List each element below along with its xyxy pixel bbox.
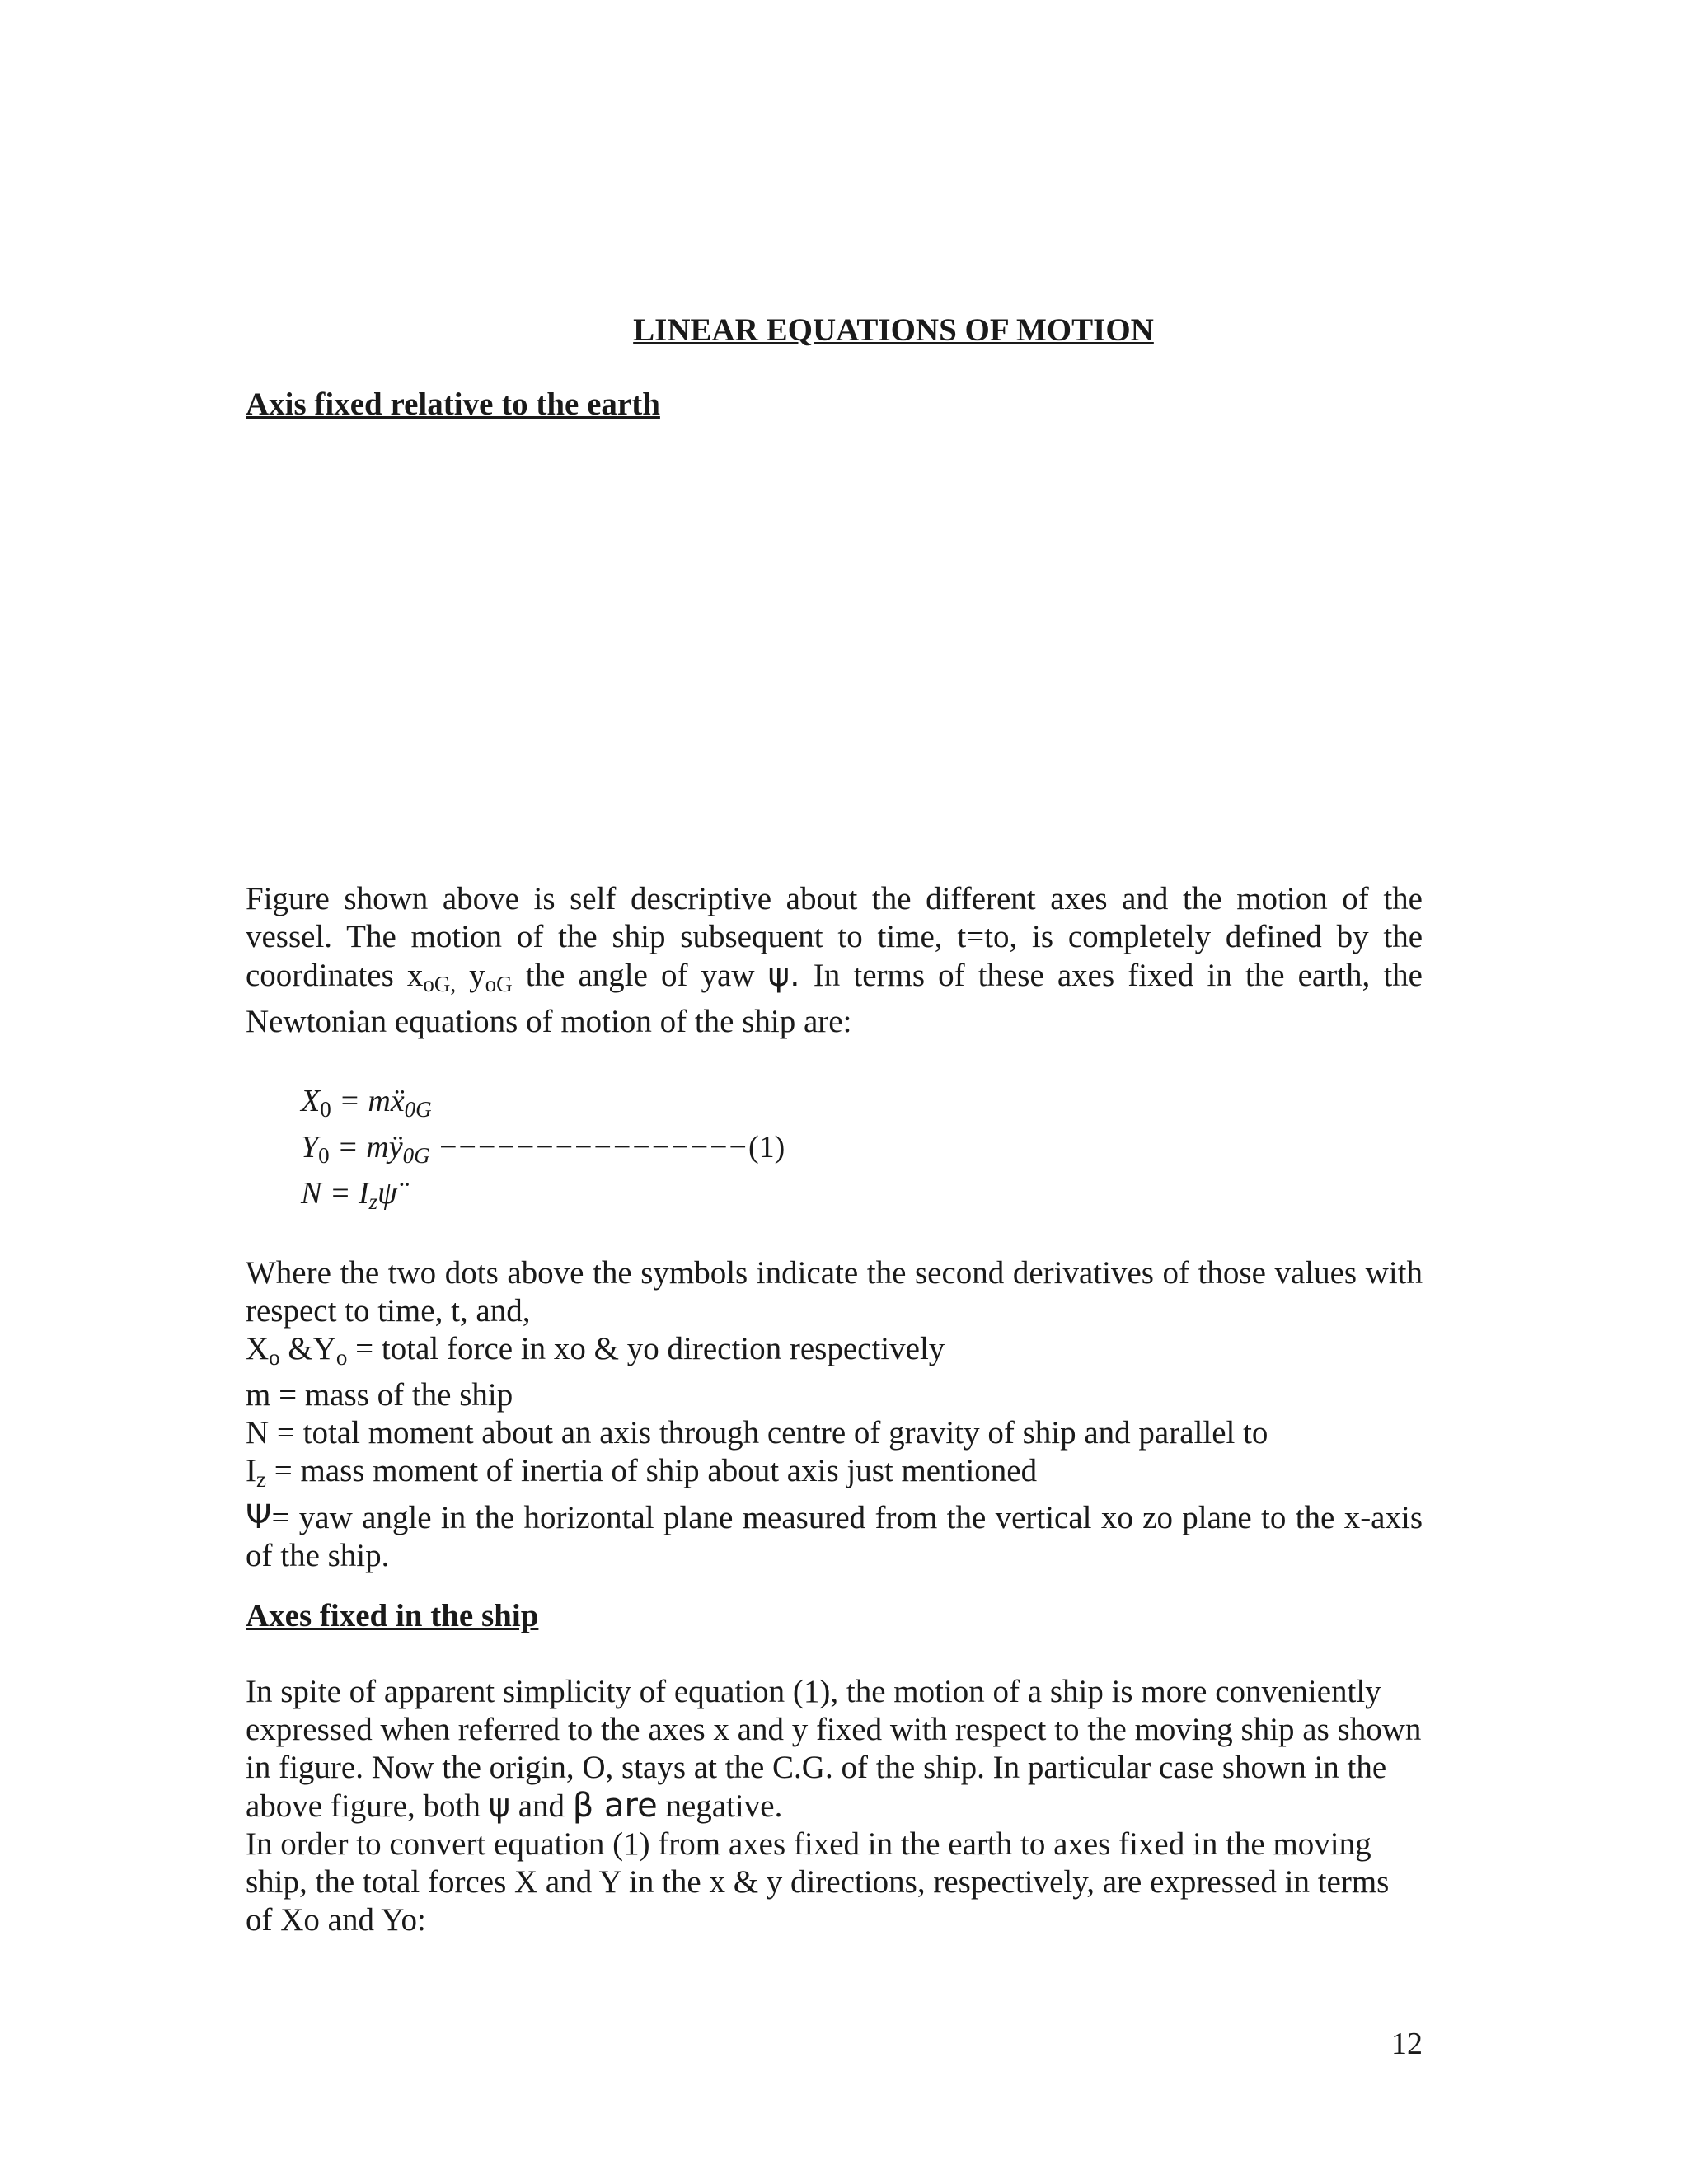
definitions-intro: Where the two dots above the symbols indicate the second derivatives of those values with respect to time, t, and,	[246, 1255, 1423, 1329]
definition-forces: $X_o$ $\&Y_o$ = total force in xo & yo direction respectively	[246, 1331, 945, 1370]
definition-yaw: Ψ= yaw angle in the horizontal plane measured from the vertical xo zo plane to the x-axis of the ship.	[246, 1498, 1423, 1573]
psi-symbol: ψ	[488, 1787, 510, 1825]
paragraph-definitions	[246, 1254, 1423, 1575]
paragraph-figure-description: Figure shown above is self descriptive about the different axes and the motion of the vessel. The motion of the ship subsequent to time, t=to, is completely defined by the coordinates $x_{oG,}$ $y_{oG}$ the angle of yaw ψ. In terms of these axes fixed in the earth, the Newtonian equations of motion of the ship are:	[246, 881, 1423, 1039]
figure-placeholder	[246, 445, 1423, 874]
page-title: LINEAR EQUATIONS OF MOTION	[633, 312, 1154, 348]
section-heading-earth-axes: Axis fixed relative to the earth	[246, 387, 660, 422]
equation-number: (1)	[748, 1130, 785, 1165]
equation-n: $N = I_z\psï$	[301, 1176, 397, 1214]
definition-moment: N = total moment about an axis through centre of gravity of ship and parallel to	[246, 1415, 1268, 1451]
definition-inertia: $I_z$ = mass moment of inertia of ship about axis just mentioned	[246, 1453, 1038, 1492]
equation-y: $Y_0$ = $mÿ_{0G} ----------------(1)$	[301, 1130, 785, 1168]
page-number: 12	[1391, 2027, 1423, 2061]
section-heading-ship-axes: Axes fixed in the ship	[246, 1598, 539, 1633]
paragraph-ship-axes: In spite of apparent simplicity of equation (1), the motion of a ship is more conveniently expressed when referred to the axes x and y fixed with respect to the moving ship as shown in figure. Now the origin, O, stays at the C.G. of the ship. In particular case shown in the above figure, both ψ and β are negative. In order to convert equation (1) from axes fixed in the earth to axes fixed in the moving ship, the total forces X and Y in the x & y directions, respectively, are expressed in terms of Xo and Yo:	[246, 1674, 1422, 1938]
equation-x: $X_0$ = mẍ$_{0G}$	[301, 1084, 432, 1122]
psi-symbol: ψ.	[767, 956, 800, 994]
beta-symbol: β are	[572, 1787, 658, 1825]
equations-of-motion	[301, 1078, 785, 1216]
definition-mass: m = mass of the ship	[246, 1377, 513, 1413]
paragraph-conversion: In order to convert equation (1) from axes fixed in the earth to axes fixed in the moving ship, the total forces X and Y in the x & y directions, respectively, are expressed in terms of Xo and Yo:	[246, 1826, 1390, 1938]
